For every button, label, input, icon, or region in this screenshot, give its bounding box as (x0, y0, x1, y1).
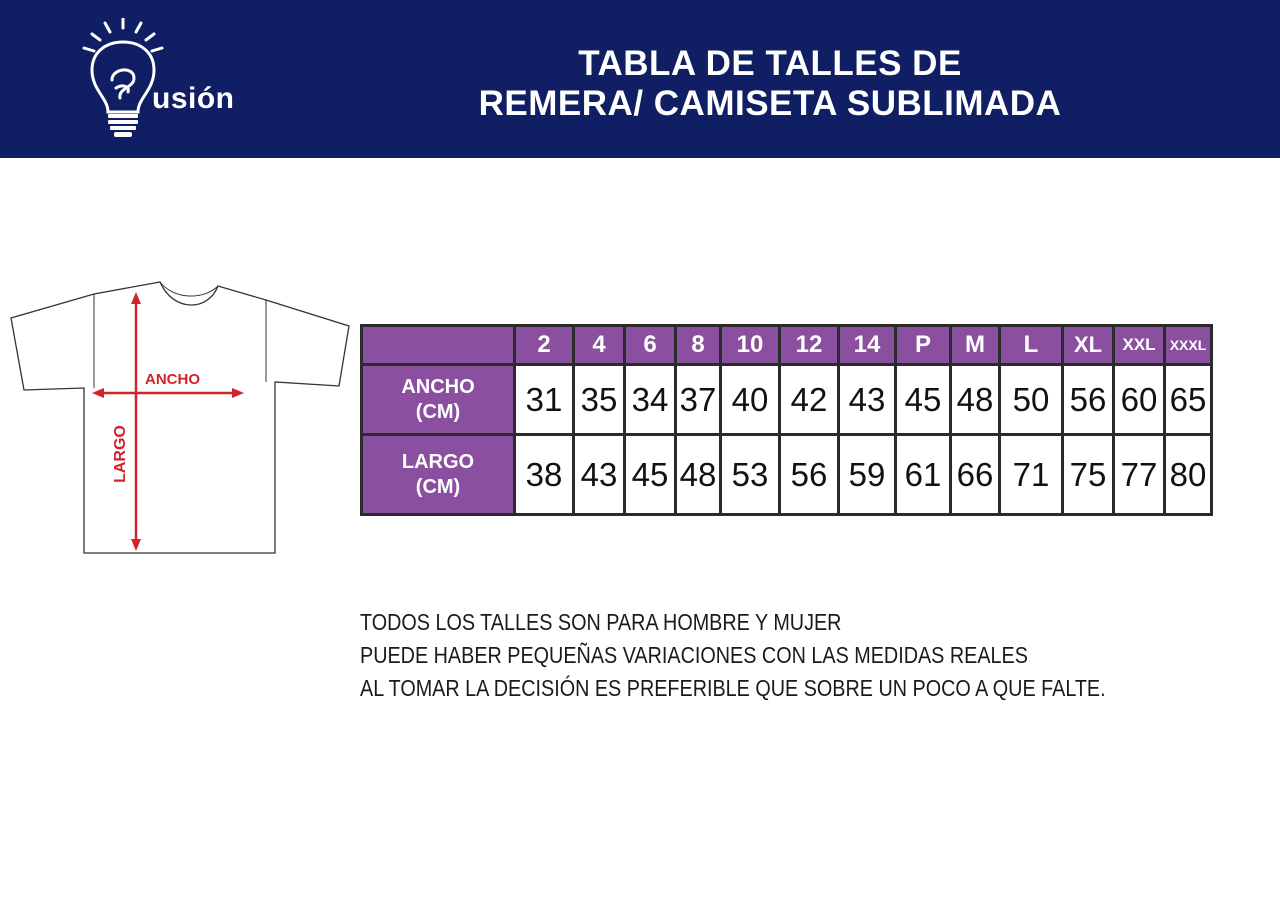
table-cell: 65 (1165, 365, 1212, 435)
table-cell: 50 (1000, 365, 1063, 435)
table-cell: 48 (676, 435, 721, 515)
size-header-cell: P (896, 326, 951, 365)
title-line-1: TABLA DE TALLES DE (578, 44, 962, 83)
table-cell: 38 (515, 435, 574, 515)
table-cell: 35 (574, 365, 625, 435)
table-cell: 43 (574, 435, 625, 515)
table-cell: 45 (625, 435, 676, 515)
table-row (362, 365, 1212, 435)
table-corner-cell (362, 326, 515, 365)
size-header-row (362, 326, 1212, 365)
size-header-cell: 12 (780, 326, 839, 365)
size-header-cell: XL (1063, 326, 1114, 365)
row-label-ancho: ANCHO (CM) (362, 365, 515, 435)
ancho-label: ANCHO (145, 371, 200, 388)
size-header-cell: 8 (676, 326, 721, 365)
size-header-cell: XXXL (1165, 326, 1212, 365)
table-row (362, 435, 1212, 515)
table-cell: 53 (721, 435, 780, 515)
notes-block (360, 606, 1106, 705)
table-cell: 43 (839, 365, 896, 435)
table-cell: 31 (515, 365, 574, 435)
size-header-cell: 4 (574, 326, 625, 365)
tshirt-diagram (8, 278, 356, 560)
table-cell: 45 (896, 365, 951, 435)
table-cell: 60 (1114, 365, 1165, 435)
title-line-2: REMERA/ CAMISETA SUBLIMADA (478, 84, 1062, 123)
table-cell: 66 (951, 435, 1000, 515)
table-cell: 34 (625, 365, 676, 435)
size-header-cell: M (951, 326, 1000, 365)
header-banner (0, 0, 1280, 158)
size-header-cell: L (1000, 326, 1063, 365)
note-line: TODOS LOS TALLES SON PARA HOMBRE Y MUJER (360, 609, 842, 635)
row-label-largo: LARGO (CM) (362, 435, 515, 515)
lightbulb-logo-icon (78, 18, 248, 143)
note-line: PUEDE HABER PEQUEÑAS VARIACIONES CON LAS MEDIDAS REALES (360, 642, 1028, 668)
table-cell: 42 (780, 365, 839, 435)
table-cell: 59 (839, 435, 896, 515)
table-cell: 56 (780, 435, 839, 515)
table-cell: 37 (676, 365, 721, 435)
logo-wordmark: usión (152, 82, 235, 115)
table-cell: 75 (1063, 435, 1114, 515)
table-cell: 80 (1165, 435, 1212, 515)
table-cell: 71 (1000, 435, 1063, 515)
size-header-cell: 10 (721, 326, 780, 365)
size-header-cell: 2 (515, 326, 574, 365)
size-header-cell: XXL (1114, 326, 1165, 365)
table-cell: 56 (1063, 365, 1114, 435)
size-header-cell: 14 (839, 326, 896, 365)
table-cell: 40 (721, 365, 780, 435)
page-title (440, 44, 1100, 124)
note-line: AL TOMAR LA DECISIÓN ES PREFERIBLE QUE SOBRE UN POCO A QUE FALTE. (360, 675, 1106, 701)
table-cell: 61 (896, 435, 951, 515)
size-header-cell: 6 (625, 326, 676, 365)
table-cell: 77 (1114, 435, 1165, 515)
table-cell: 48 (951, 365, 1000, 435)
size-table (360, 324, 1213, 516)
tshirt-outline (11, 282, 349, 553)
largo-label: LARGO (112, 425, 129, 483)
